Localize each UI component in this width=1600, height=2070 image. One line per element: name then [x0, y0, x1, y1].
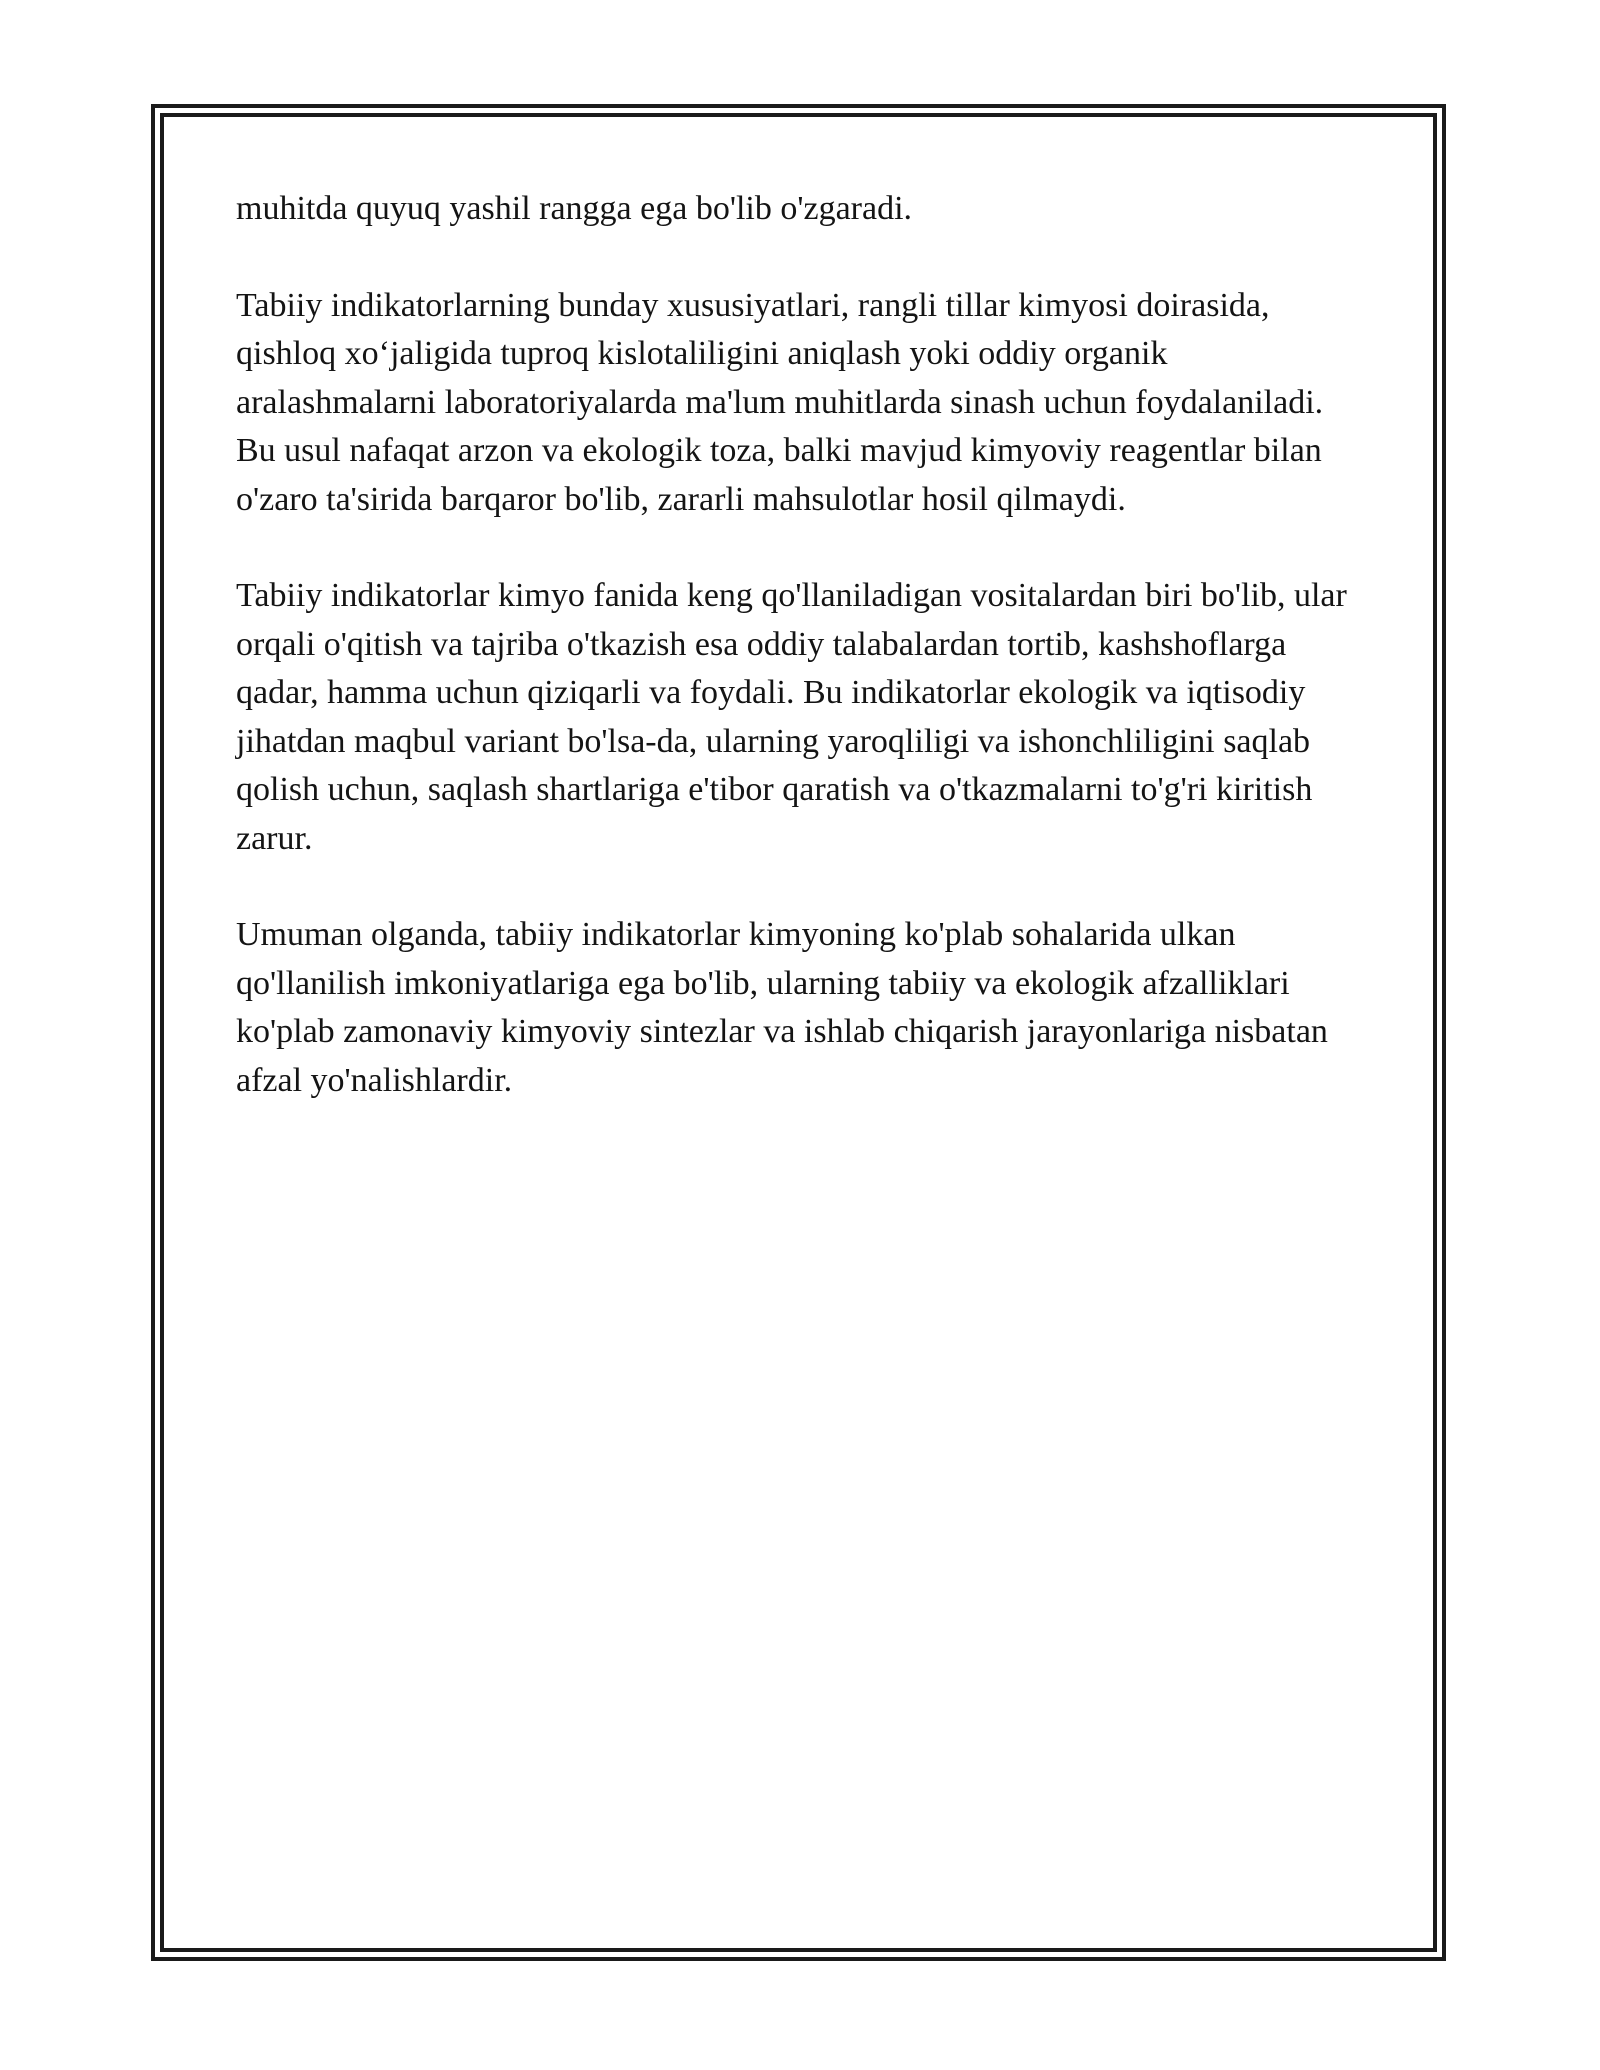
paragraph-2: Tabiiy indikatorlarning bunday xususiyatlari, rangli tillar kimyosi doirasida, qishloq xo‘jaligida tuproq kislotaliligini aniqlash yoki oddiy organik aralashmalarni laboratoriyalarda ma'lum muhitlarda sinash uchun foydalaniladi. Bu usul nafaqat arzon va ekologik toza, balki mavjud kimyoviy reagentlar bilan o'zaro ta'sirida barqaror bo'lib, zararli mahsulotlar hosil qilmaydi. — [236, 286, 1324, 518]
paragraph-3: Tabiiy indikatorlar kimyo fanida keng qo'llaniladigan vositalardan biri bo'lib, ular orqali o'qitish va tajriba o'tkazish esa oddiy talabalardan tortib, kashshoflarga qadar, hamma uchun qiziqarli va foydali. Bu indikatorlar ekologik va iqtisodiy jihatdan maqbul variant bo'lsa-da, ularning yaroqliligi va ishonchliligini saqlab qolish uchun, saqlash shartlariga e'tibor qaratish va o'tkazmalarni to'g'ri kiritish zarur. — [236, 577, 1347, 857]
paragraph-4: Umuman olganda, tabiiy indikatorlar kimyoning ko'plab sohalarida ulkan qo'llanilish imkoniyatlariga ega bo'lib, ularning tabiiy va ekologik afzalliklari ko'plab zamonaviy kimyoviy sintezlar va ishlab chiqarish jarayonlariga nisbatan afzal yo'nalishlardir. — [236, 916, 1328, 1099]
paragraph-1: muhitda quyuq yashil rangga ega bo'lib o'zgaradi. — [236, 190, 913, 227]
document-body — [236, 185, 1366, 1153]
